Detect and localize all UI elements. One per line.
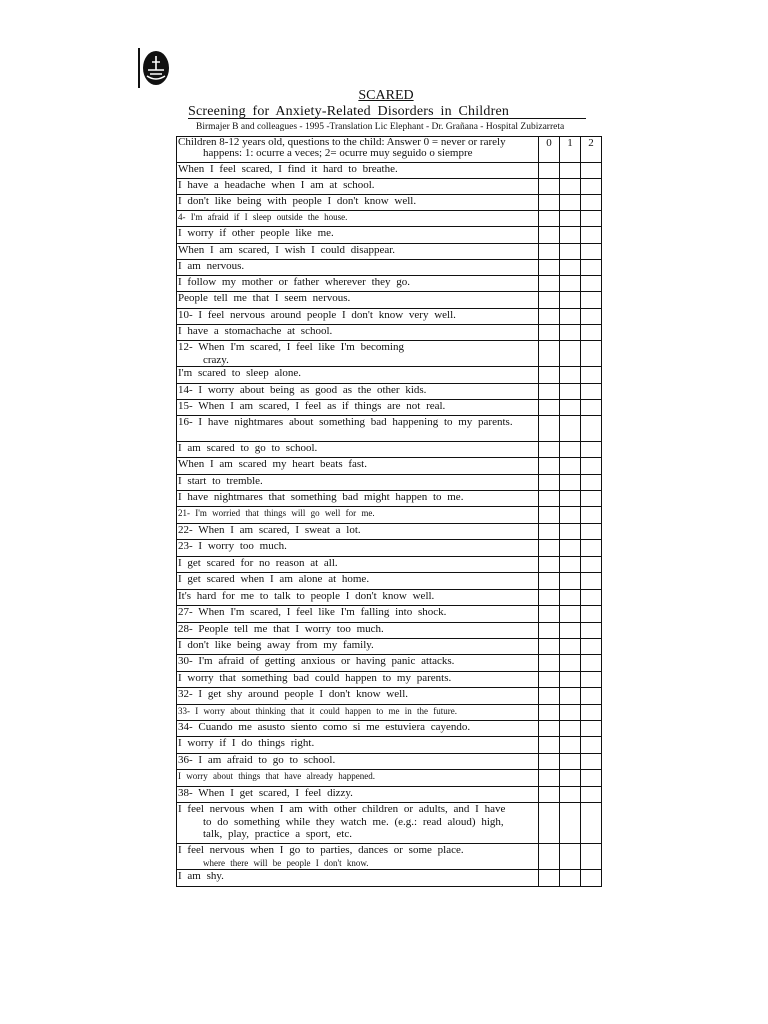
answer-cell-0[interactable] — [539, 573, 560, 590]
answer-cell-0[interactable] — [539, 475, 560, 491]
answer-cell-2[interactable] — [581, 844, 602, 870]
answer-cell-1[interactable] — [560, 524, 581, 540]
question-text: 27- When I'm scared, I feel like I'm falling into shock. — [178, 606, 447, 618]
table-header-row — [177, 137, 602, 163]
answer-cell-1[interactable] — [560, 384, 581, 400]
answer-cell-2[interactable] — [581, 292, 602, 309]
question-cell — [177, 540, 539, 557]
answer-cell-0[interactable] — [539, 341, 560, 367]
answer-cell-1[interactable] — [560, 623, 581, 639]
question-text: I worry that something bad could happen to my parents. — [178, 672, 452, 684]
answer-cell-0[interactable] — [539, 276, 560, 292]
answer-cell-2[interactable] — [581, 341, 602, 367]
question-cell — [177, 400, 539, 416]
answer-cell-0[interactable] — [539, 458, 560, 475]
answer-cell-2[interactable] — [581, 367, 602, 384]
answer-cell-1[interactable] — [560, 721, 581, 737]
answer-cell-1[interactable] — [560, 844, 581, 870]
answer-cell-1[interactable] — [560, 688, 581, 705]
answer-cell-1[interactable] — [560, 292, 581, 309]
table-row — [177, 325, 602, 341]
answer-cell-2[interactable] — [581, 179, 602, 195]
answer-cell-0[interactable] — [539, 721, 560, 737]
answer-cell-1[interactable] — [560, 367, 581, 384]
question-text: I have a stomachache at school. — [178, 325, 333, 337]
question-cell — [177, 475, 539, 491]
answer-cell-2[interactable] — [581, 416, 602, 442]
answer-cell-2[interactable] — [581, 211, 602, 227]
question-text: 16- I have nightmares about something bad happening to my parents. — [178, 416, 513, 428]
question-cell — [177, 491, 539, 507]
answer-cell-0[interactable] — [539, 367, 560, 384]
question-text: It's hard for me to talk to people I don't know well. — [178, 590, 435, 602]
question-cell — [177, 672, 539, 688]
answer-cell-2[interactable] — [581, 244, 602, 260]
table-row — [177, 341, 602, 367]
question-text: 4- I'm afraid if I sleep outside the house. — [178, 212, 348, 222]
table-row — [177, 292, 602, 309]
question-cell — [177, 787, 539, 803]
answer-cell-1[interactable] — [560, 754, 581, 770]
question-cell — [177, 309, 539, 325]
question-text: 10- I feel nervous around people I don't know very well. — [178, 309, 456, 321]
question-cell — [177, 655, 539, 672]
answer-cell-2[interactable] — [581, 754, 602, 770]
question-cell — [177, 276, 539, 292]
question-text: I am nervous. — [178, 260, 245, 272]
answer-cell-2[interactable] — [581, 606, 602, 623]
answer-cell-2[interactable] — [581, 770, 602, 787]
table-row — [177, 688, 602, 705]
table-row — [177, 276, 602, 292]
answer-cell-2[interactable] — [581, 655, 602, 672]
answer-cell-1[interactable] — [560, 163, 581, 179]
answer-cell-2[interactable] — [581, 491, 602, 507]
answer-cell-0[interactable] — [539, 705, 560, 721]
answer-cell-0[interactable] — [539, 623, 560, 639]
answer-cell-2[interactable] — [581, 721, 602, 737]
answer-cell-1[interactable] — [560, 705, 581, 721]
question-cell — [177, 721, 539, 737]
questionnaire-table — [176, 136, 602, 887]
question-text: 21- I'm worried that things will go well for me. — [178, 508, 375, 518]
answer-cell-1[interactable] — [560, 341, 581, 367]
table-row — [177, 844, 602, 870]
answer-cell-1[interactable] — [560, 655, 581, 672]
question-text: I worry if I do things right. — [178, 737, 315, 749]
table-row — [177, 179, 602, 195]
answer-cell-0[interactable] — [539, 737, 560, 754]
answer-cell-2[interactable] — [581, 227, 602, 244]
answer-cell-1[interactable] — [560, 416, 581, 442]
table-row — [177, 491, 602, 507]
column-header-1: 1 — [560, 137, 581, 163]
answer-cell-2[interactable] — [581, 309, 602, 325]
instructions-cell — [177, 137, 539, 163]
answer-cell-1[interactable] — [560, 507, 581, 524]
answer-cell-0[interactable] — [539, 442, 560, 458]
answer-cell-2[interactable] — [581, 672, 602, 688]
question-cell — [177, 737, 539, 754]
answer-cell-1[interactable] — [560, 325, 581, 341]
question-text: I worry if other people like me. — [178, 227, 334, 239]
answer-cell-1[interactable] — [560, 639, 581, 655]
question-text: I follow my mother or father wherever they go. — [178, 276, 411, 288]
table-row — [177, 475, 602, 491]
answer-cell-2[interactable] — [581, 557, 602, 573]
answer-cell-0[interactable] — [539, 787, 560, 803]
question-cell — [177, 524, 539, 540]
column-header-0: 0 — [539, 137, 560, 163]
question-text-continued: talk, play, practice a sport, etc. — [203, 828, 352, 840]
answer-cell-0[interactable] — [539, 754, 560, 770]
answer-cell-0[interactable] — [539, 491, 560, 507]
table-row — [177, 244, 602, 260]
answer-cell-1[interactable] — [560, 276, 581, 292]
question-text-continued: where there will be people I don't know. — [203, 857, 369, 868]
table-row — [177, 211, 602, 227]
table-row — [177, 787, 602, 803]
answer-cell-2[interactable] — [581, 737, 602, 754]
question-text: I am scared to go to school. — [178, 442, 318, 454]
answer-cell-2[interactable] — [581, 870, 602, 887]
answer-cell-2[interactable] — [581, 195, 602, 211]
answer-cell-0[interactable] — [539, 655, 560, 672]
answer-cell-1[interactable] — [560, 475, 581, 491]
question-text: I'm scared to sleep alone. — [178, 367, 302, 379]
question-cell — [177, 179, 539, 195]
question-cell — [177, 803, 539, 844]
answer-cell-0[interactable] — [539, 227, 560, 244]
instructions-text: Children 8-12 years old, questions to the child: Answer 0 = never or rarely happens: 1: ocurre a veces; 2= ocurre muy seguido o siempre — [178, 136, 506, 159]
table-row — [177, 573, 602, 590]
table-row — [177, 507, 602, 524]
answer-cell-1[interactable] — [560, 244, 581, 260]
answer-cell-0[interactable] — [539, 590, 560, 606]
question-cell — [177, 442, 539, 458]
question-cell — [177, 754, 539, 770]
table-row — [177, 557, 602, 573]
question-text: 36- I am afraid to go to school. — [178, 754, 336, 766]
question-text: 30- I'm afraid of getting anxious or having panic attacks. — [178, 655, 455, 667]
column-header-2: 2 — [581, 137, 602, 163]
question-text: I feel nervous when I am with other children or adults, and I have — [178, 803, 506, 815]
table-row — [177, 442, 602, 458]
answer-cell-1[interactable] — [560, 195, 581, 211]
question-text: 22- When I am scared, I sweat a lot. — [178, 524, 361, 536]
answer-cell-2[interactable] — [581, 384, 602, 400]
question-text: 34- Cuando me asusto siento como si me estuviera cayendo. — [178, 721, 471, 733]
answer-cell-1[interactable] — [560, 260, 581, 276]
question-text: I am shy. — [178, 870, 224, 882]
table-row — [177, 606, 602, 623]
answer-cell-0[interactable] — [539, 672, 560, 688]
question-cell — [177, 844, 539, 870]
question-cell — [177, 163, 539, 179]
table-row — [177, 367, 602, 384]
subtitle-rule — [188, 118, 586, 119]
question-text: 32- I get shy around people I don't know well. — [178, 688, 408, 700]
answer-cell-2[interactable] — [581, 507, 602, 524]
answer-cell-1[interactable] — [560, 309, 581, 325]
answer-cell-1[interactable] — [560, 803, 581, 844]
document-subtitle: Screening for Anxiety-Related Disorders in Children — [188, 104, 510, 119]
answer-cell-0[interactable] — [539, 400, 560, 416]
question-cell — [177, 384, 539, 400]
table-row — [177, 754, 602, 770]
question-text: I get scared for no reason at all. — [178, 557, 338, 569]
answer-cell-1[interactable] — [560, 211, 581, 227]
table-row — [177, 163, 602, 179]
question-cell — [177, 770, 539, 787]
question-cell — [177, 705, 539, 721]
answer-cell-1[interactable] — [560, 573, 581, 590]
question-text: 33- I worry about thinking that it could happen to me in the future. — [178, 706, 457, 716]
question-text: I worry about things that have already happened. — [178, 771, 375, 781]
question-text: I have a headache when I am at school. — [178, 179, 375, 191]
answer-cell-2[interactable] — [581, 639, 602, 655]
table-row — [177, 400, 602, 416]
table-row — [177, 705, 602, 721]
question-text: 14- I worry about being as good as the other kids. — [178, 384, 427, 396]
answer-cell-0[interactable] — [539, 557, 560, 573]
question-cell — [177, 688, 539, 705]
answer-cell-0[interactable] — [539, 384, 560, 400]
answer-cell-2[interactable] — [581, 705, 602, 721]
table-row — [177, 870, 602, 887]
question-text-continued: crazy. — [203, 353, 229, 366]
answer-cell-2[interactable] — [581, 787, 602, 803]
answer-cell-0[interactable] — [539, 163, 560, 179]
table-row — [177, 737, 602, 754]
answer-cell-2[interactable] — [581, 688, 602, 705]
answer-cell-0[interactable] — [539, 524, 560, 540]
answer-cell-1[interactable] — [560, 672, 581, 688]
answer-cell-2[interactable] — [581, 163, 602, 179]
answer-cell-1[interactable] — [560, 227, 581, 244]
answer-cell-2[interactable] — [581, 590, 602, 606]
answer-cell-1[interactable] — [560, 458, 581, 475]
answer-cell-0[interactable] — [539, 688, 560, 705]
question-cell — [177, 211, 539, 227]
question-cell — [177, 623, 539, 639]
table-row — [177, 260, 602, 276]
question-text: People tell me that I seem nervous. — [178, 292, 351, 304]
table-row — [177, 590, 602, 606]
question-text: When I am scared, I wish I could disappear. — [178, 244, 396, 256]
answer-cell-2[interactable] — [581, 475, 602, 491]
question-text: 12- When I'm scared, I feel like I'm becoming — [178, 341, 404, 353]
question-cell — [177, 639, 539, 655]
answer-cell-0[interactable] — [539, 292, 560, 309]
document-title: SCARED — [358, 88, 414, 103]
answer-cell-0[interactable] — [539, 606, 560, 623]
table-row — [177, 540, 602, 557]
question-text: I have nightmares that something bad might happen to me. — [178, 491, 464, 503]
question-text: I get scared when I am alone at home. — [178, 573, 370, 585]
answer-cell-2[interactable] — [581, 623, 602, 639]
answer-cell-0[interactable] — [539, 244, 560, 260]
answer-cell-2[interactable] — [581, 458, 602, 475]
table-row — [177, 458, 602, 475]
answer-cell-2[interactable] — [581, 276, 602, 292]
answer-cell-0[interactable] — [539, 803, 560, 844]
answer-cell-1[interactable] — [560, 442, 581, 458]
answer-cell-0[interactable] — [539, 325, 560, 341]
table-row — [177, 524, 602, 540]
question-text: I start to tremble. — [178, 475, 263, 487]
table-row — [177, 803, 602, 844]
question-cell — [177, 590, 539, 606]
authors-line: Birmajer B and colleagues - 1995 -Translation Lic Elephant - Dr. Grañana - Hospital Zubizarreta — [196, 122, 565, 132]
answer-cell-1[interactable] — [560, 491, 581, 507]
question-text: 23- I worry too much. — [178, 540, 287, 552]
question-text: I don't like being with people I don't know well. — [178, 195, 417, 207]
question-cell — [177, 195, 539, 211]
table-row — [177, 195, 602, 211]
question-cell — [177, 870, 539, 887]
question-cell — [177, 573, 539, 590]
answer-cell-0[interactable] — [539, 195, 560, 211]
answer-cell-0[interactable] — [539, 507, 560, 524]
answer-cell-2[interactable] — [581, 442, 602, 458]
answer-cell-1[interactable] — [560, 590, 581, 606]
question-text: 28- People tell me that I worry too much. — [178, 623, 384, 635]
table-row — [177, 655, 602, 672]
answer-cell-0[interactable] — [539, 179, 560, 195]
table-row — [177, 416, 602, 442]
question-text: 15- When I am scared, I feel as if things are not real. — [178, 400, 446, 412]
question-cell — [177, 244, 539, 260]
question-text: 38- When I get scared, I feel dizzy. — [178, 787, 353, 799]
question-cell — [177, 458, 539, 475]
answer-cell-1[interactable] — [560, 737, 581, 754]
question-cell — [177, 341, 539, 367]
answer-cell-2[interactable] — [581, 400, 602, 416]
answer-cell-1[interactable] — [560, 870, 581, 887]
hospital-logo-icon — [138, 48, 170, 88]
answer-cell-0[interactable] — [539, 540, 560, 557]
question-cell — [177, 416, 539, 442]
question-cell — [177, 325, 539, 341]
question-text-continued: to do something while they watch me. (e.g.: read aloud) high, — [203, 815, 504, 828]
question-text: I don't like being away from my family. — [178, 639, 374, 651]
answer-cell-2[interactable] — [581, 803, 602, 844]
question-cell — [177, 260, 539, 276]
table-row — [177, 384, 602, 400]
table-row — [177, 721, 602, 737]
question-text: I feel nervous when I go to parties, dances or some place. — [178, 844, 464, 856]
answer-cell-1[interactable] — [560, 787, 581, 803]
answer-cell-0[interactable] — [539, 639, 560, 655]
table-row — [177, 227, 602, 244]
answer-cell-1[interactable] — [560, 400, 581, 416]
answer-cell-1[interactable] — [560, 557, 581, 573]
answer-cell-1[interactable] — [560, 540, 581, 557]
question-cell — [177, 606, 539, 623]
question-cell — [177, 227, 539, 244]
answer-cell-2[interactable] — [581, 325, 602, 341]
question-cell — [177, 292, 539, 309]
answer-cell-0[interactable] — [539, 770, 560, 787]
answer-cell-2[interactable] — [581, 260, 602, 276]
question-cell — [177, 507, 539, 524]
answer-cell-0[interactable] — [539, 211, 560, 227]
answer-cell-0[interactable] — [539, 416, 560, 442]
answer-cell-1[interactable] — [560, 770, 581, 787]
answer-cell-2[interactable] — [581, 524, 602, 540]
answer-cell-0[interactable] — [539, 309, 560, 325]
question-text: When I feel scared, I find it hard to breathe. — [178, 163, 398, 175]
answer-cell-0[interactable] — [539, 870, 560, 887]
answer-cell-1[interactable] — [560, 179, 581, 195]
question-cell — [177, 367, 539, 384]
answer-cell-1[interactable] — [560, 606, 581, 623]
table-row — [177, 770, 602, 787]
answer-cell-2[interactable] — [581, 573, 602, 590]
answer-cell-2[interactable] — [581, 540, 602, 557]
answer-cell-0[interactable] — [539, 844, 560, 870]
table-row — [177, 672, 602, 688]
answer-cell-0[interactable] — [539, 260, 560, 276]
question-text: When I am scared my heart beats fast. — [178, 458, 367, 470]
question-cell — [177, 557, 539, 573]
table-row — [177, 309, 602, 325]
table-row — [177, 639, 602, 655]
table-row — [177, 623, 602, 639]
